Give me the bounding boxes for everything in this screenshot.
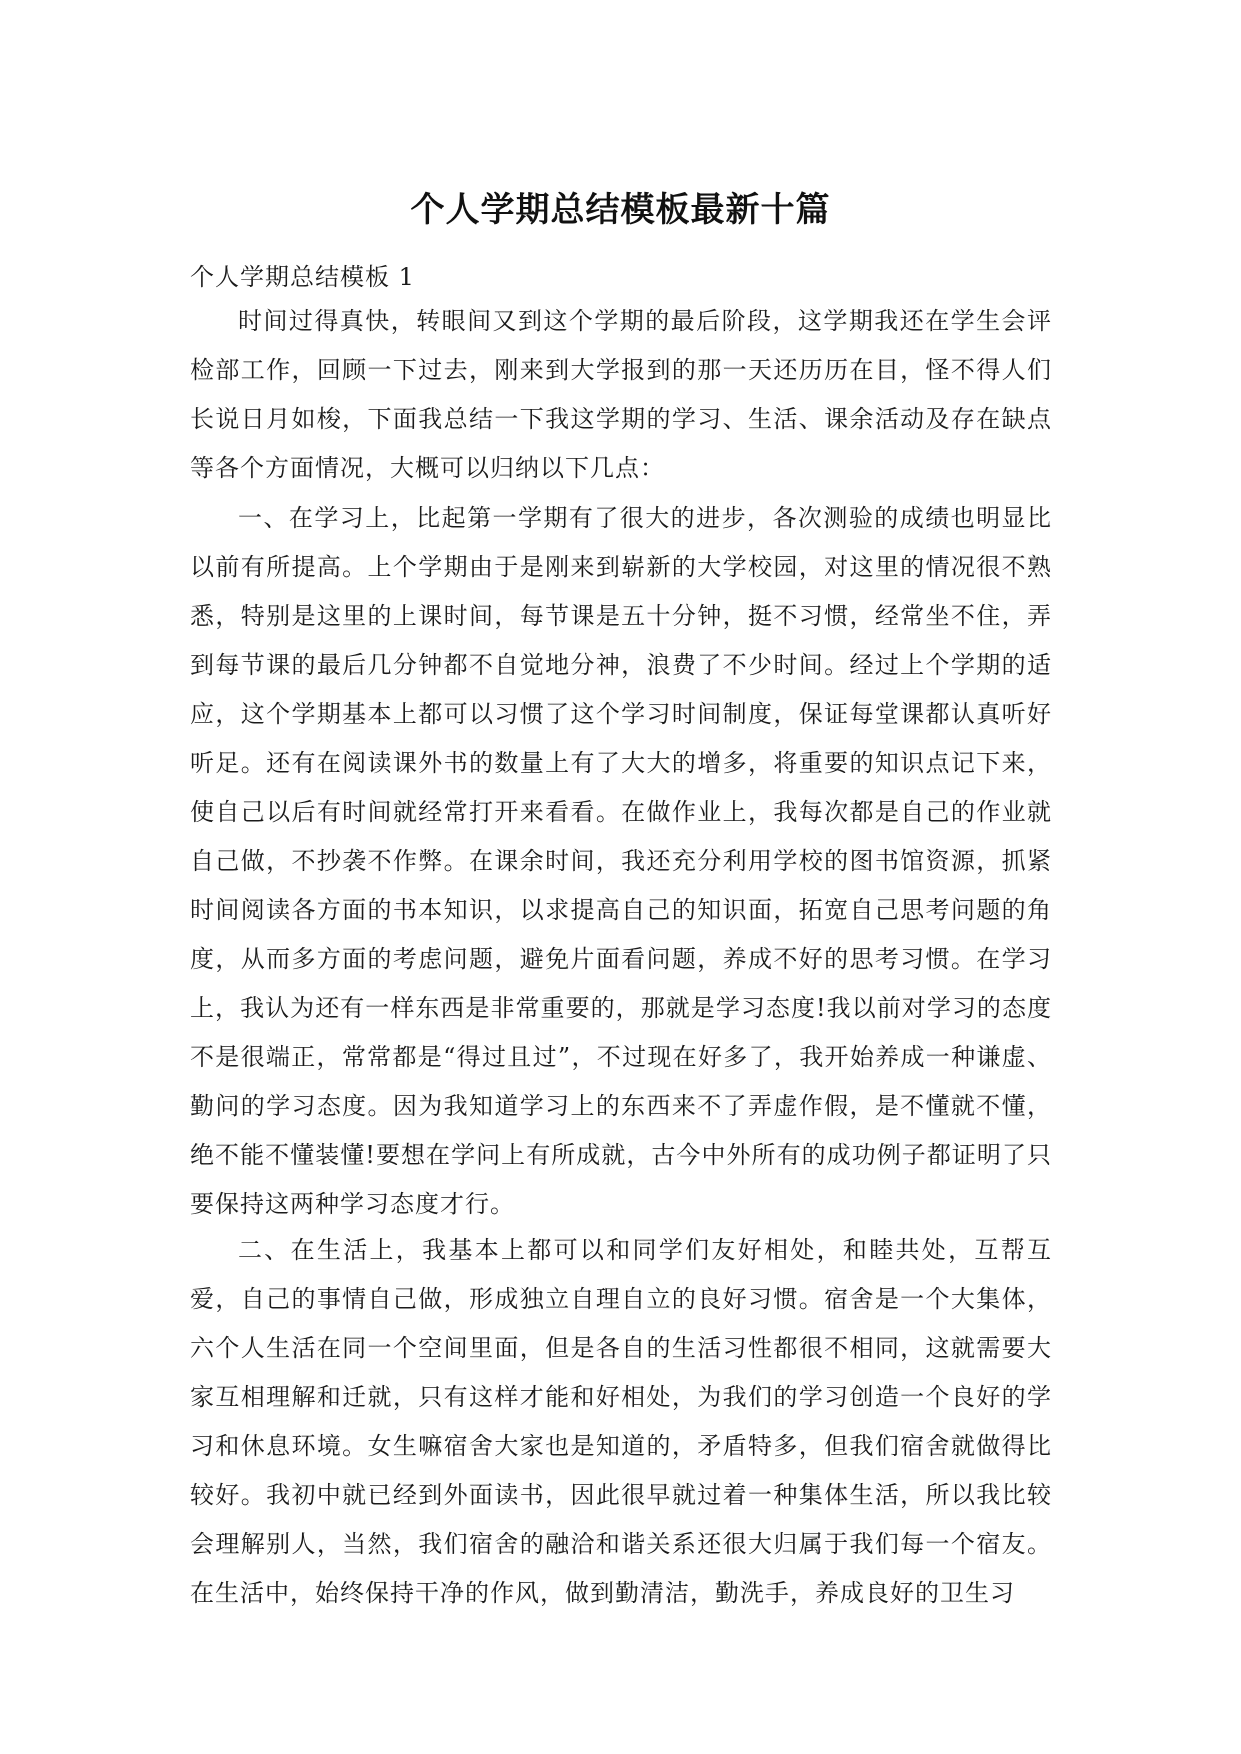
section-heading: 个人学期总结模板 1 xyxy=(190,263,415,291)
paragraph-study: 一、在学习上，比起第一学期有了很大的进步，各次测验的成绩也明显比以前有所提高。上个学期由于是刚来到崭新的大学校园，对这里的情况很不熟悉，特别是这里的上课时间，每节课是五十分钟，挺不习惯，经常坐不住，弄到每节课的最后几分钟都不自觉地分神，浪费了不少时间。经过上个学期的适应，这个学期基本上都可以习惯了这个学习时间制度，保证每堂课都认真听好听足。还有在阅读课外书的数量上有了大大的增多，将重要的知识点记下来，使自己以后有时间就经常打开来看看。在做作业上，我每次都是自己的作业就自己做，不抄袭不作弊。在课余时间，我还充分利用学校的图书馆资源，抓紧时间阅读各方面的书本知识，以求提高自己的知识面，拓宽自己思考问题的角度，从而多方面的考虑问题，避免片面看问题，养成不好的思考习惯。在学习上，我认为还有一样东西是非常重要的，那就是学习态度!我以前对学习的态度不是很端正，常常都是“得过且过”，不过现在好多了，我开始养成一种谦虚、勤问的学习态度。因为我知道学习上的东西来不了弄虚作假，是不懂就不懂，绝不能不懂装懂!要想在学问上有所成就，古今中外所有的成功例子都证明了只要保持这两种学习态度才行。 xyxy=(190,504,1052,1218)
paragraph-intro: 时间过得真快，转眼间又到这个学期的最后阶段，这学期我还在学生会评检部工作，回顾一下过去，刚来到大学报到的那一天还历历在目，怪不得人们长说日月如梭，下面我总结一下我这学期的学习、生活、课余活动及存在缺点等各个方面情况，大概可以归纳以下几点： xyxy=(190,307,1052,482)
document-title: 个人学期总结模板最新十篇 xyxy=(410,190,831,230)
paragraph-life: 二、在生活上，我基本上都可以和同学们友好相处，和睦共处，互帮互爱，自己的事情自己做，形成独立自理自立的良好习惯。宿舍是一个大集体，六个人生活在同一个空间里面，但是各自的生活习性都很不相同，这就需要大家互相理解和迁就，只有这样才能和好相处，为我们的学习创造一个良好的学习和休息环境。女生嘛宿舍大家也是知道的，矛盾特多，但我们宿舍就做得比较好。我初中就已经到外面读书，因此很早就过着一种集体生活，所以我比较会理解别人，当然，我们宿舍的融洽和谐关系还很大归属于我们每一个宿友。在生活中，始终保持干净的作风，做到勤清洁，勤洗手，养成良好的卫生习 xyxy=(190,1236,1052,1607)
